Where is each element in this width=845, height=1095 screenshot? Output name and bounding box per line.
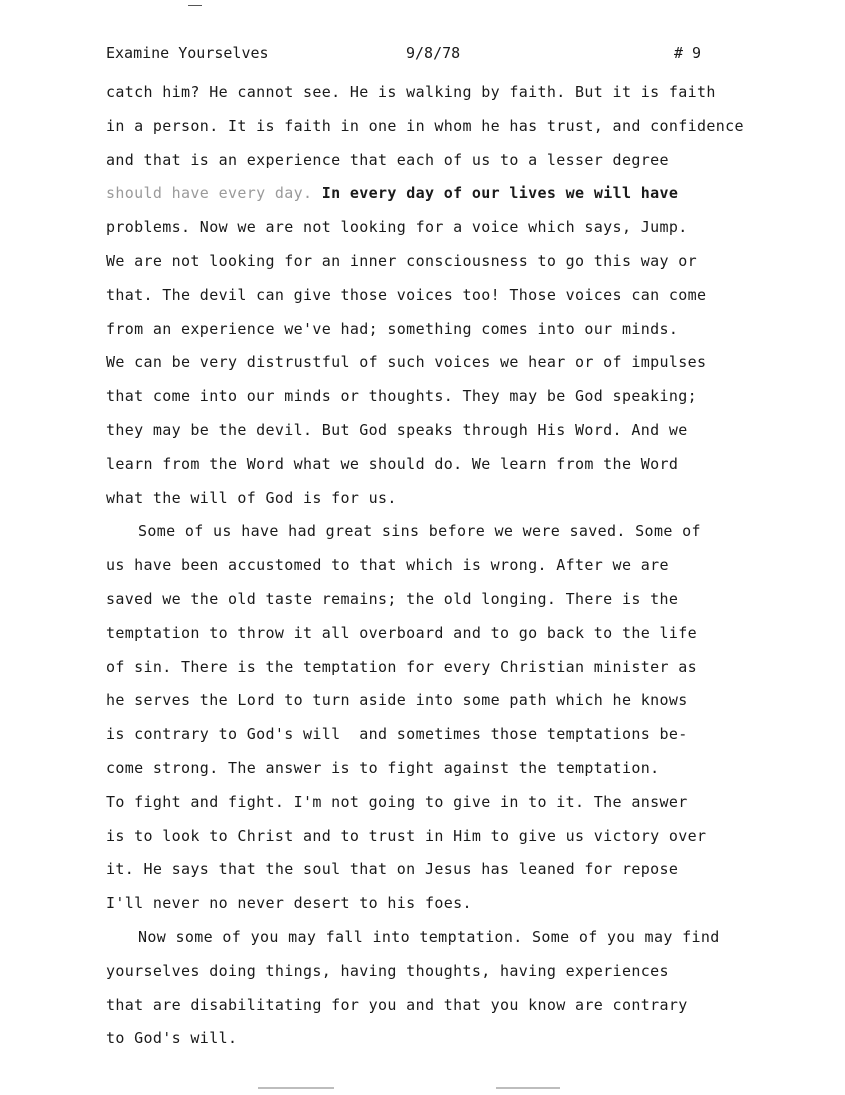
text-line: is contrary to God's will and sometimes those temptations be-	[106, 725, 688, 744]
text-line: he serves the Lord to turn aside into some path which he knows	[106, 691, 688, 710]
text-line: that. The devil can give those voices too! Those voices can come	[106, 285, 707, 304]
text-line: to God's will.	[106, 1029, 238, 1048]
text-line: that are disabilitating for you and that you know are contrary	[106, 995, 688, 1014]
text-line: and that is an experience that each of us to a lesser degree	[106, 150, 669, 169]
text-line: catch him? He cannot see. He is walking by faith. But it is faith	[106, 83, 716, 101]
scan-smudge	[258, 1087, 334, 1089]
text-segment: In every day of our lives we will have	[312, 184, 679, 203]
text-line: To fight and fight. I'm not going to give in to it. The answer	[106, 792, 688, 811]
text-line: learn from the Word what we should do. We learn from the Word	[106, 454, 679, 473]
text-line: We are not looking for an inner consciousness to go this way or	[106, 251, 697, 270]
text-line: problems. Now we are not looking for a voice which says, Jump.	[106, 218, 688, 237]
document-title: Examine Yourselves	[106, 44, 269, 62]
text-line: Some of us have had great sins before we were saved. Some of	[138, 522, 701, 541]
text-line: what the will of God is for us.	[106, 488, 397, 507]
page-header	[106, 44, 746, 66]
text-line: from an experience we've had; something comes into our minds.	[106, 319, 679, 338]
text-line: in a person. It is faith in one in whom he has trust, and confidence	[106, 116, 744, 135]
text-line: yourselves doing things, having thoughts, having experiences	[106, 961, 669, 980]
text-line: us have been accustomed to that which is wrong. After we are	[106, 556, 669, 575]
document-date: 9/8/78	[406, 44, 461, 62]
page-mark	[188, 5, 202, 6]
text-line: I'll never no never desert to his foes.	[106, 894, 472, 913]
text-line: is to look to Christ and to trust in Him to give us victory over	[106, 826, 707, 845]
text-line: it. He says that the soul that on Jesus has leaned for repose	[106, 860, 679, 879]
text-line: temptation to throw it all overboard and to go back to the life	[106, 623, 697, 642]
page-number: # 9	[674, 44, 702, 62]
text-line: saved we the old taste remains; the old longing. There is the	[106, 589, 679, 608]
faded-text: should have every day.	[106, 184, 313, 203]
text-line: We can be very distrustful of such voices we hear or of impulses	[106, 353, 707, 372]
scan-smudge	[496, 1087, 560, 1089]
text-line: that come into our minds or thoughts. They may be God speaking;	[106, 387, 697, 406]
text-line: they may be the devil. But God speaks through His Word. And we	[106, 420, 688, 439]
body-text	[106, 76, 826, 1056]
text-line: Now some of you may fall into temptation. Some of you may find	[138, 927, 720, 946]
text-line	[106, 177, 826, 211]
text-line: of sin. There is the temptation for every Christian minister as	[106, 657, 697, 676]
text-line: come strong. The answer is to fight against the temptation.	[106, 758, 660, 777]
